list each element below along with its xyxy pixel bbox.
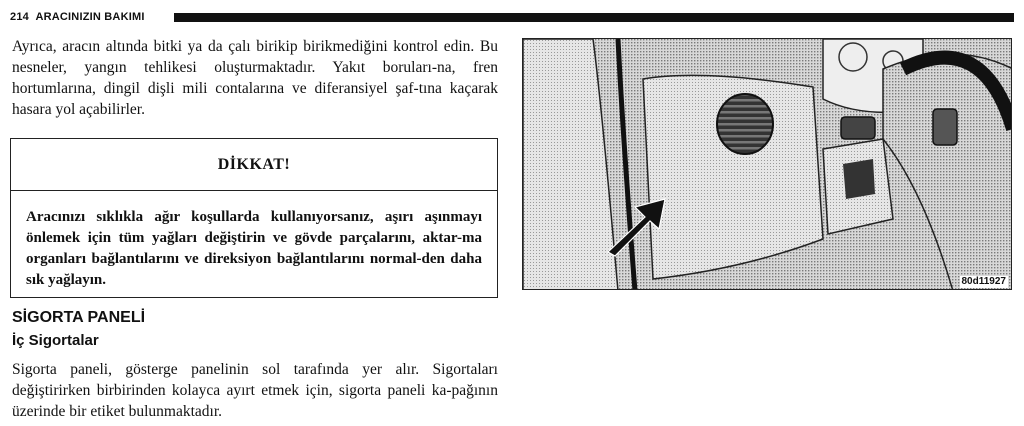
warning-title-row <box>11 139 497 191</box>
page-number: 214 <box>10 11 29 23</box>
warning-box <box>10 138 498 298</box>
air-vent <box>717 94 773 154</box>
page-header <box>10 9 1014 25</box>
warning-text: Aracınızı sıklıkla ağır koşullarda kullanıyorsanız, aşırı aşınmayı önlemek için tüm yağları değiştirin ve gövde parçalarını, aktar-ma organları bağlantılarını ve direksiyon bağlantılarını normal-den daha sık yağlayın. <box>26 209 482 288</box>
figure-code: 80d11927 <box>961 276 1006 287</box>
turn-signal-stalk <box>933 109 957 145</box>
dashboard-illustration <box>523 39 1012 290</box>
section-paragraph: Sigorta paneli, gösterge panelinin sol tarafında yer alır. Sigortaları değiştirirken birbirinden kolayca ayırt etmek için, sigorta paneli ka-pağının üzerinde bir etiket bulunmaktadır. <box>12 361 498 420</box>
fuse-panel-figure <box>522 38 1012 290</box>
page-header-text <box>10 9 145 25</box>
headlamp-switch <box>841 117 875 139</box>
section-heading: SİGORTA PANELİ <box>12 309 146 326</box>
warning-title: DİKKAT! <box>217 156 291 173</box>
section-subheading: İç Sigortalar <box>12 332 99 349</box>
intro-paragraph: Ayrıca, aracın altında bitki ya da çalı birikip birikmediğini kontrol edin. Bu nesneler, yangın tehlikesi oluşturmaktadır. Yakıt boruları-na, fren hortumlarına, dingil dişli mili contalarına ve diferansiyel şaf-tına kaçarak hasara yol açabilirler. <box>12 38 498 118</box>
header-rule <box>174 13 1014 22</box>
section-title: ARACINIZIN BAKIMI <box>35 11 145 23</box>
